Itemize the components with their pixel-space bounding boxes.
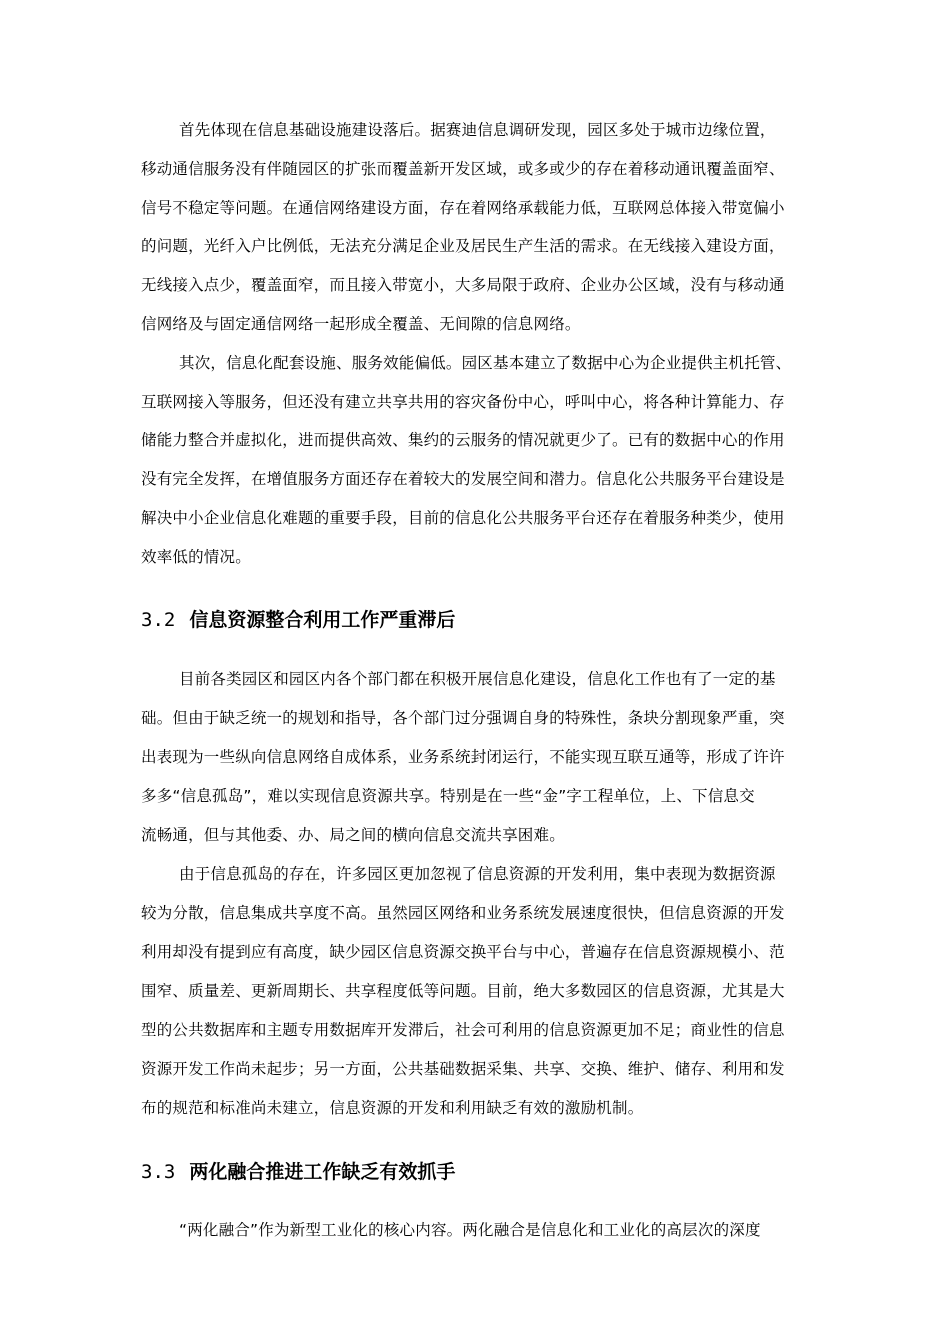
- paragraph-line: 互联网接入等服务，但还没有建立共享共用的容灾备份中心，呼叫中心，将各种计算能力、存: [141, 393, 785, 411]
- paragraph-line: 信网络及与固定通信网络一起形成全覆盖、无间隙的信息网络。: [141, 315, 581, 333]
- paragraph-line: 储能力整合并虚拟化，进而提供高效、集约的云服务的情况就更少了。已有的数据中心的作用: [141, 431, 785, 449]
- paragraph-line: 目前各类园区和园区内各个部门都在积极开展信息化建设，信息化工作也有了一定的基: [179, 670, 776, 688]
- section-number: 3.3: [141, 1161, 176, 1183]
- paragraph-line: 移动通信服务没有伴随园区的扩张而覆盖新开发区域，或多或少的存在着移动通讯覆盖面窄、: [141, 160, 785, 178]
- paragraph-line: 流畅通，但与其他委、办、局之间的横向信息交流共享困难。: [141, 826, 565, 844]
- paragraph-line: “两化融合”作为新型工业化的核心内容。两化融合是信息化和工业化的高层次的深度: [179, 1221, 761, 1239]
- paragraph-line: 效率低的情况。: [141, 548, 251, 566]
- paragraph-line: 利用却没有提到应有高度，缺少园区信息资源交换平台与中心，普遍存在信息资源规模小、范: [141, 943, 785, 961]
- section-title: 两化融合推进工作缺乏有效抓手: [189, 1161, 456, 1183]
- paragraph-line: 解决中小企业信息化难题的重要手段，目前的信息化公共服务平台还存在着服务种类少，使用: [141, 509, 785, 527]
- paragraph-line: 型的公共数据库和主题专用数据库开发滞后，社会可利用的信息资源更加不足；商业性的信息: [141, 1021, 785, 1039]
- paragraph-line: 较为分散，信息集成共享度不高。虽然园区网络和业务系统发展速度很快，但信息资源的开发: [141, 904, 785, 922]
- paragraph-line: 无线接入点少，覆盖面窄，而且接入带宽小，大多局限于政府、企业办公区域，没有与移动通: [141, 276, 785, 294]
- paragraph-line: 首先体现在信息基础设施建设落后。据赛迪信息调研发现，园区多处于城市边缘位置，: [179, 121, 776, 139]
- paragraph-line: 其次，信息化配套设施、服务效能偏低。园区基本建立了数据中心为企业提供主机托管、: [179, 354, 792, 372]
- paragraph-line: 资源开发工作尚未起步；另一方面，公共基础数据采集、共享、交换、维护、储存、利用和发: [141, 1060, 785, 1078]
- paragraph-line: 信号不稳定等问题。在通信网络建设方面，存在着网络承载能力低，互联网总体接入带宽偏小: [141, 199, 785, 217]
- paragraph-line: 多多“信息孤岛”，难以实现信息资源共享。特别是在一些“金”字工程单位，上、下信息交: [141, 787, 755, 805]
- paragraph-line: 的问题，光纤入户比例低，无法充分满足企业及居民生产生活的需求。在无线接入建设方面，: [141, 237, 785, 255]
- section-number: 3.2: [141, 609, 176, 631]
- paragraph-line: 布的规范和标准尚未建立，信息资源的开发和利用缺乏有效的激励机制。: [141, 1099, 644, 1117]
- section-title: 信息资源整合利用工作严重滞后: [189, 609, 456, 631]
- section-heading-3-3: [141, 1159, 455, 1185]
- paragraph-line: 础。但由于缺乏统一的规划和指导，各个部门过分强调自身的特殊性，条块分割现象严重，突: [141, 709, 785, 727]
- paragraph-line: 围窄、质量差、更新周期长、共享程度低等问题。目前，绝大多数园区的信息资源，尤其是大: [141, 982, 785, 1000]
- paragraph-line: 由于信息孤岛的存在，许多园区更加忽视了信息资源的开发利用，集中表现为数据资源: [179, 865, 776, 883]
- paragraph-line: 没有完全发挥，在增值服务方面还存在着较大的发展空间和潜力。信息化公共服务平台建设是: [141, 470, 785, 488]
- paragraph-line: 出表现为一些纵向信息网络自成体系，业务系统封闭运行，不能实现互联互通等，形成了许许: [141, 748, 785, 766]
- section-heading-3-2: [141, 607, 455, 633]
